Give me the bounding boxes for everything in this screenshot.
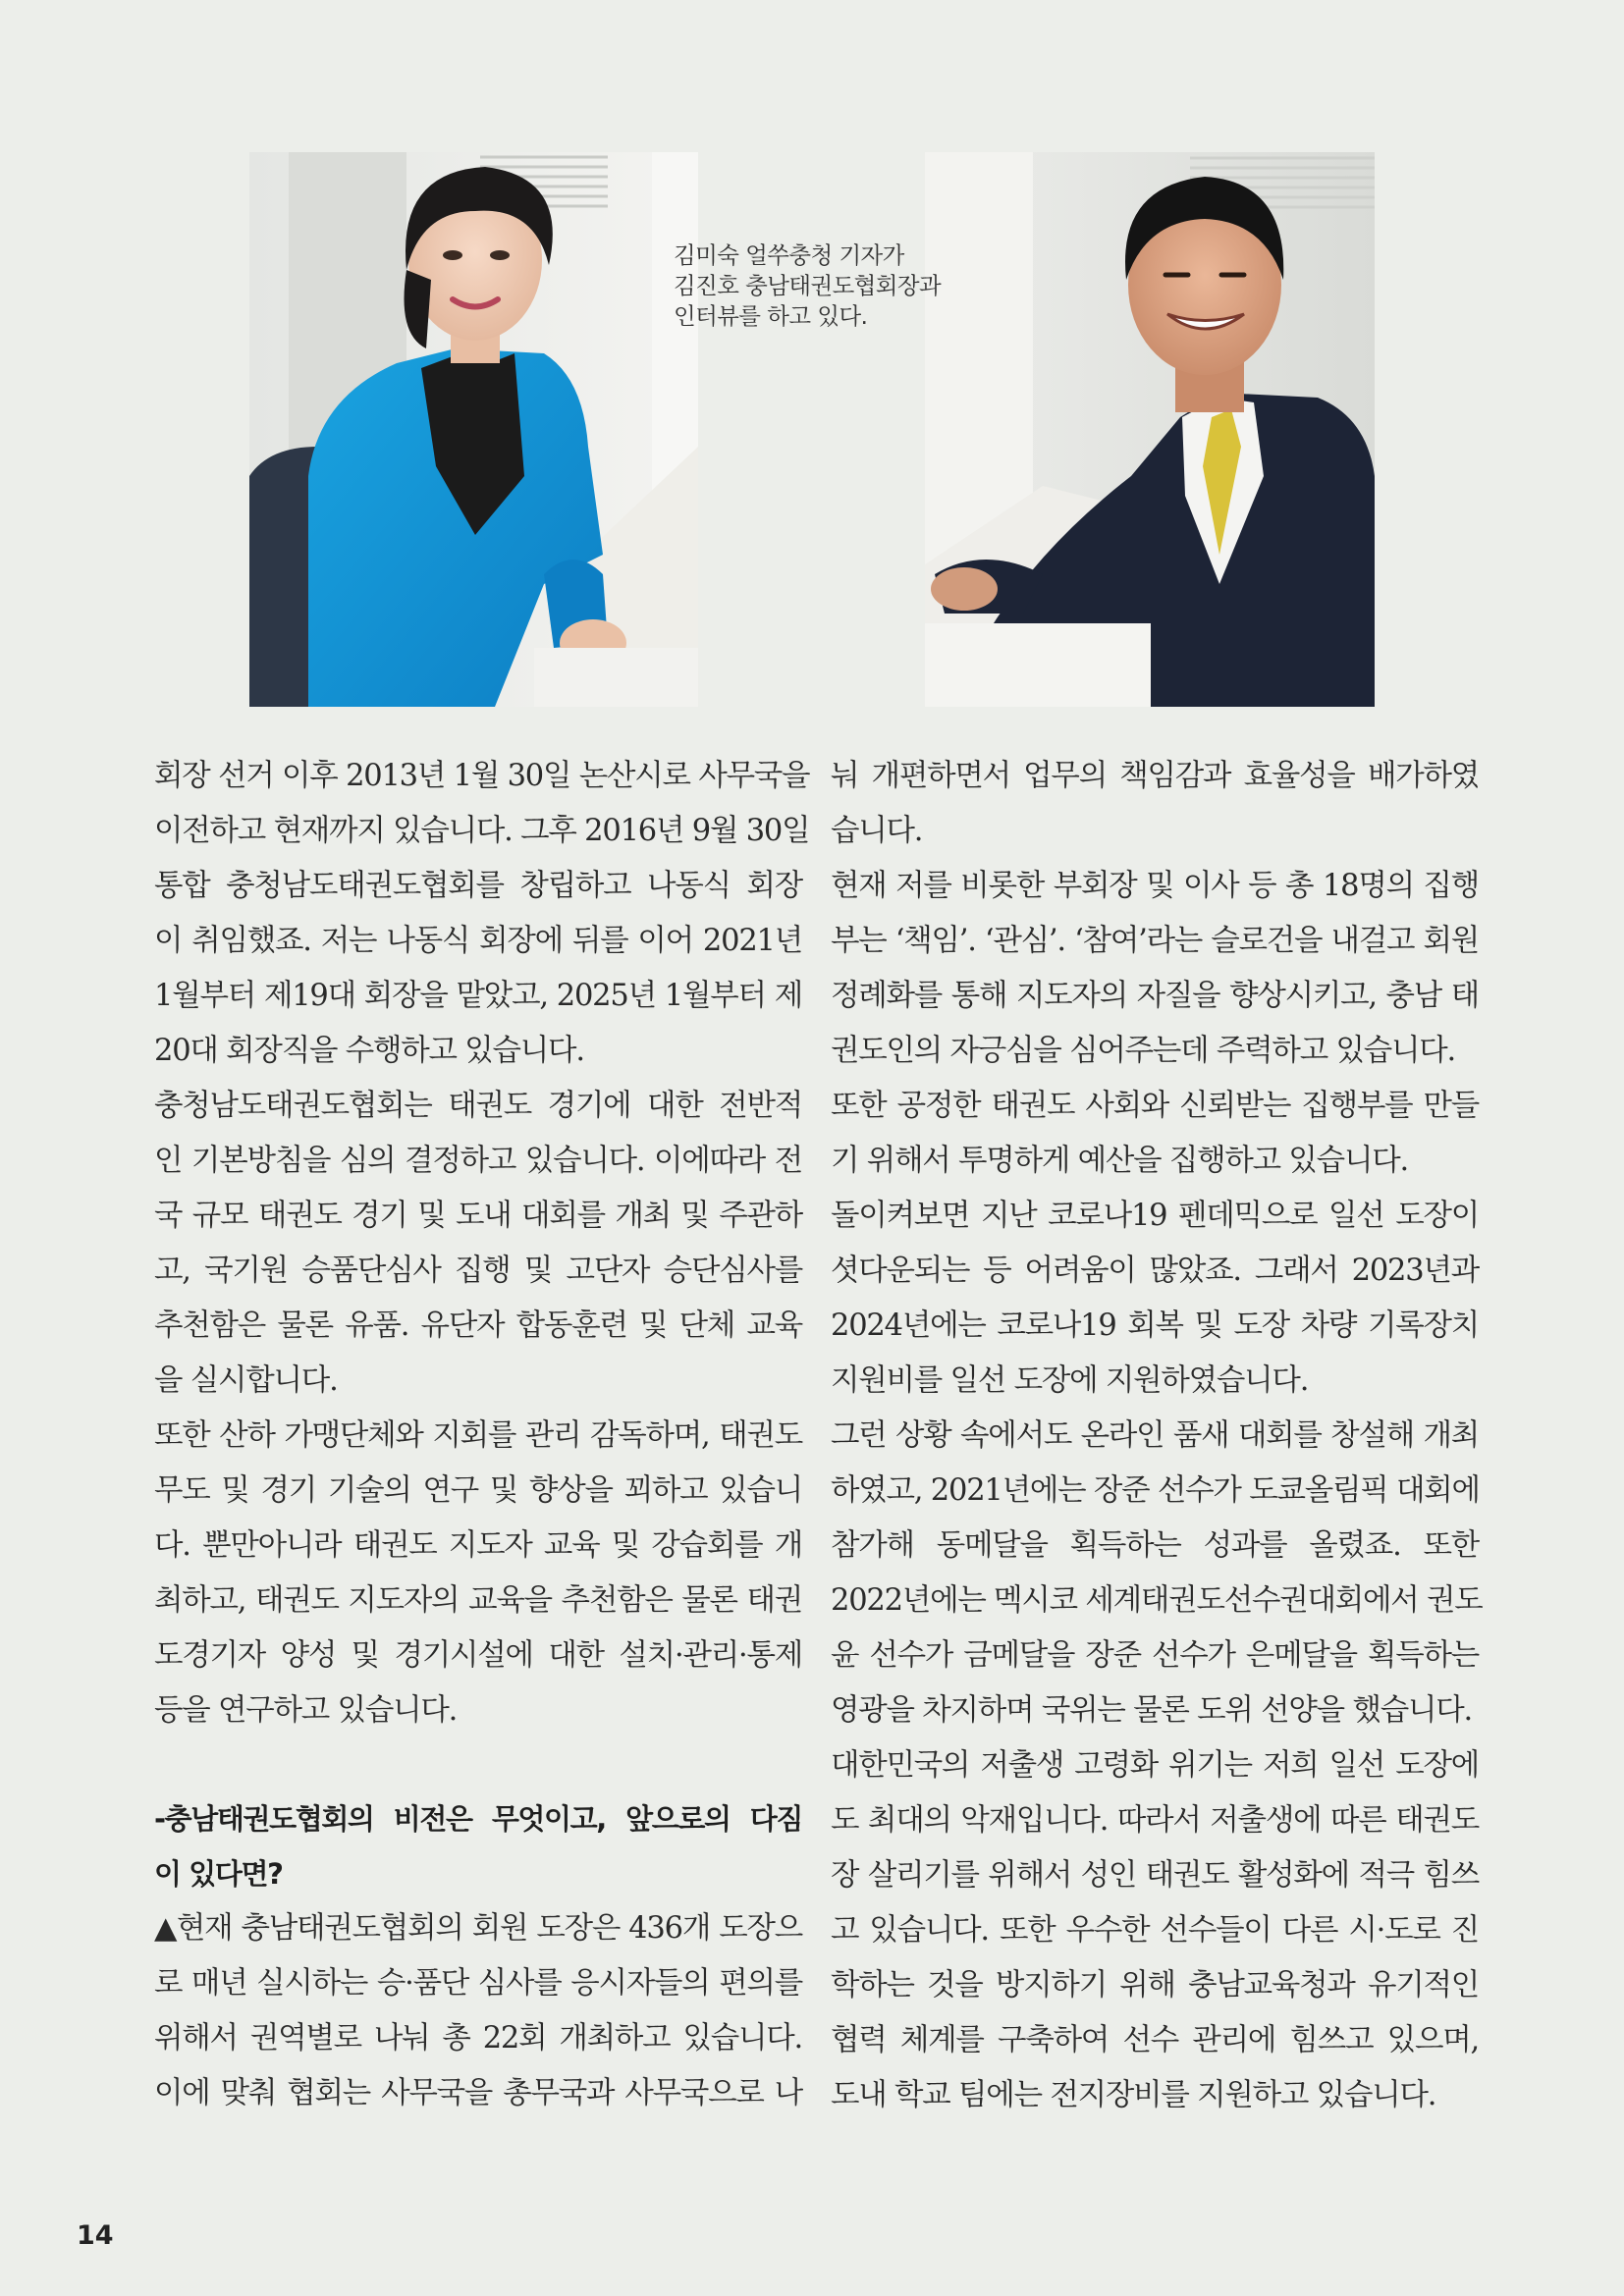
article-line: 2022년에는 멕시코 세계태권도선수권대회에서 권도 (831, 1583, 1483, 1618)
article-line: 눠 개편하면서 업무의 책임감과 효율성을 배가하였 (831, 759, 1479, 793)
article-line: 충청남도태권도협회는 태권도 경기에 대한 전반적 (154, 1089, 802, 1123)
article-line: 인 기본방침을 심의 결정하고 있습니다. 이에따라 전 (154, 1144, 802, 1178)
article-line: 셧다운되는 등 어려움이 많았죠. 그래서 2023년과 (831, 1254, 1479, 1288)
article-right-column (831, 749, 1483, 2123)
article-line: 고 있습니다. 또한 우수한 선수들이 다른 시·도로 진 (831, 1913, 1479, 1948)
article-line: 추천함은 물론 유품. 유단자 합동훈련 및 단체 교육 (154, 1308, 802, 1343)
caption-line: 김진호 충남태권도협회장과 (674, 272, 942, 299)
article-line: 1월부터 제19대 회장을 맡았고, 2025년 1월부터 제 (154, 979, 802, 1013)
article-line: 또한 산하 가맹단체와 지회를 관리 감독하며, 태권도 (154, 1418, 802, 1453)
article-line: 도 최대의 악재입니다. 따라서 저출생에 따른 태권도 (831, 1803, 1479, 1838)
article-line: 최하고, 태권도 지도자의 교육을 추천함은 물론 태권 (154, 1583, 802, 1618)
article-line: 습니다. (831, 814, 923, 848)
article-line: 현재 저를 비롯한 부회장 및 이사 등 총 18명의 집행 (831, 869, 1479, 903)
article-line: 대한민국의 저출생 고령화 위기는 저희 일선 도장에 (831, 1748, 1479, 1783)
article-line: 국 규모 태권도 경기 및 도내 대회를 개최 및 주관하 (154, 1199, 802, 1233)
paragraph-gap (154, 1738, 802, 1791)
article-line: 윤 선수가 금메달을 장준 선수가 은메달을 획득하는 (831, 1638, 1479, 1673)
article-line: 통합 충청남도태권도협회를 창립하고 나동식 회장 (154, 869, 802, 903)
article-line: 참가해 동메달을 획득하는 성과를 올렸죠. 또한 (831, 1528, 1479, 1563)
article-line: 협력 체계를 구축하여 선수 관리에 힘쓰고 있으며, (831, 2023, 1479, 2057)
article-line: 지원비를 일선 도장에 지원하였습니다. (831, 1363, 1309, 1398)
article-line: 무도 및 경기 기술의 연구 및 향상을 꾀하고 있습니 (154, 1473, 802, 1508)
article-line: 하였고, 2021년에는 장준 선수가 도쿄올림픽 대회에 (831, 1473, 1480, 1508)
caption-line: 인터뷰를 하고 있다. (674, 302, 868, 330)
interview-question: -충남태권도협회의 비전은 무엇이고, 앞으로의 다짐 (154, 1802, 802, 1836)
article-line: 정례화를 통해 지도자의 자질을 향상시키고, 충남 태 (831, 979, 1479, 1013)
article-line: 다. 뿐만아니라 태권도 지도자 교육 및 강습회를 개 (154, 1528, 802, 1563)
article-line: 부는 ‘책임’. ‘관심’. ‘참여’라는 슬로건을 내걸고 회원 (831, 924, 1479, 958)
article-line: 또한 공정한 태권도 사회와 신뢰받는 집행부를 만들 (831, 1089, 1479, 1123)
article-line: 회장 선거 이후 2013년 1월 30일 논산시로 사무국을 (154, 759, 810, 793)
article-line: 영광을 차지하며 국위는 물론 도위 선양을 했습니다. (831, 1693, 1472, 1728)
page-number: 14 (77, 2220, 114, 2251)
article-line: 고, 국기원 승품단심사 집행 및 고단자 승단심사를 (154, 1254, 802, 1288)
caption-line: 김미숙 얼쑤충청 기자가 (674, 241, 904, 269)
article-line: 돌이켜보면 지난 코로나19 펜데믹으로 일선 도장이 (831, 1199, 1479, 1233)
president-photo (925, 152, 1375, 707)
article-line: 그런 상황 속에서도 온라인 품새 대회를 창설해 개최 (831, 1418, 1479, 1453)
reporter-photo (249, 152, 698, 707)
article-line: 을 실시합니다. (154, 1363, 338, 1398)
article-line: 로 매년 실시하는 승·품단 심사를 응시자들의 편의를 (154, 1966, 802, 2001)
article-left-column (154, 749, 810, 2121)
article-line: ▲현재 충남태권도협회의 회원 도장은 436개 도장으 (154, 1911, 802, 1946)
article-line: 등을 연구하고 있습니다. (154, 1693, 458, 1728)
article-line: 이전하고 현재까지 있습니다. 그후 2016년 9월 30일 (154, 814, 810, 848)
article-line: 이 취임했죠. 저는 나동식 회장에 뒤를 이어 2021년 (154, 924, 802, 958)
article-line: 도경기자 양성 및 경기시설에 대한 설치·관리·통제 (154, 1638, 802, 1673)
interview-question: 이 있다면? (154, 1857, 283, 1891)
article-line: 기 위해서 투명하게 예산을 집행하고 있습니다. (831, 1144, 1408, 1178)
article-line: 위해서 권역별로 나눠 총 22회 개최하고 있습니다. (154, 2021, 802, 2056)
article-line: 이에 맞춰 협회는 사무국을 총무국과 사무국으로 나 (154, 2076, 802, 2110)
article-line: 2024년에는 코로나19 회복 및 도장 차량 기록장치 (831, 1308, 1479, 1343)
article-line: 도내 학교 팀에는 전지장비를 지원하고 있습니다. (831, 2078, 1436, 2112)
article-line: 장 살리기를 위해서 성인 태권도 활성화에 적극 힘쓰 (831, 1858, 1479, 1893)
article-line: 권도인의 자긍심을 심어주는데 주력하고 있습니다. (831, 1034, 1455, 1068)
article-line: 학하는 것을 방지하기 위해 충남교육청과 유기적인 (831, 1968, 1479, 2002)
article-line: 20대 회장직을 수행하고 있습니다. (154, 1034, 584, 1068)
photo-caption (674, 240, 988, 332)
